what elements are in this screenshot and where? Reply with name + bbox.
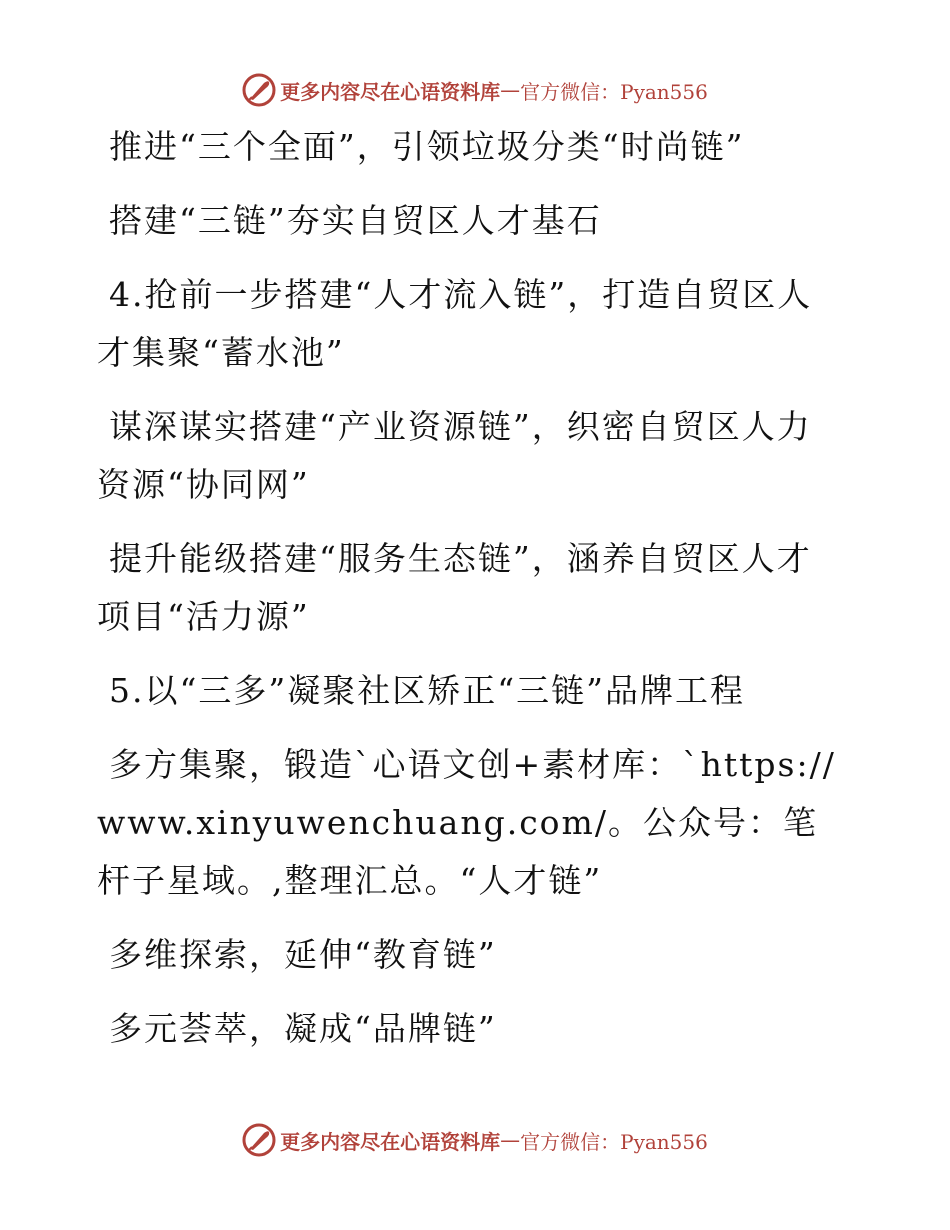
paragraph-9: 多元荟萃，凝成“品牌链”: [109, 1009, 497, 1048]
paragraph-7: [97, 736, 837, 910]
paragraph-4: [97, 398, 837, 514]
document-body: [97, 118, 837, 1074]
banner-account-text: 官方微信：Pyan556: [520, 79, 708, 104]
paragraph-4-text: 谋深谋实搭建“产业资源链”，织密自贸区人力资源“协同网”: [97, 407, 812, 504]
footer-separator: —: [500, 1128, 521, 1152]
banner-separator: —: [500, 78, 521, 102]
quill-logo-icon: [242, 73, 276, 107]
footer-brand-text: 更多内容尽在心语资料库: [280, 1129, 501, 1154]
paragraph-3: [97, 266, 837, 382]
paragraph-3-text: 4.抢前一步搭建“人才流入链”，打造自贸区人才集聚“蓄水池”: [97, 275, 813, 372]
footer-account-text: 官方微信：Pyan556: [520, 1129, 708, 1154]
paragraph-5: [97, 530, 837, 646]
banner-brand-text: 更多内容尽在心语资料库: [280, 79, 501, 104]
paragraph-1: 推进“三个全面”，引领垃圾分类“时尚链”: [109, 127, 745, 166]
paragraph-2: 搭建“三链”夯实自贸区人才基石: [109, 201, 602, 240]
paragraph-5-text: 提升能级搭建“服务生态链”，涵养自贸区人才项目“活力源”: [97, 539, 812, 636]
quill-logo-icon: [242, 1123, 276, 1157]
paragraph-6: 5.以“三多”凝聚社区矫正“三链”品牌工程: [109, 671, 745, 710]
header-banner: [0, 70, 950, 110]
footer-banner: [0, 1120, 950, 1160]
paragraph-8: 多维探索，延伸“教育链”: [109, 935, 497, 974]
paragraph-7-text: 多方集聚，锻造`心语文创+素材库：`https://www.xinyuwenchuang.com/。公众号：笔杆子星域。,整理汇总。“人才链”: [97, 745, 836, 900]
